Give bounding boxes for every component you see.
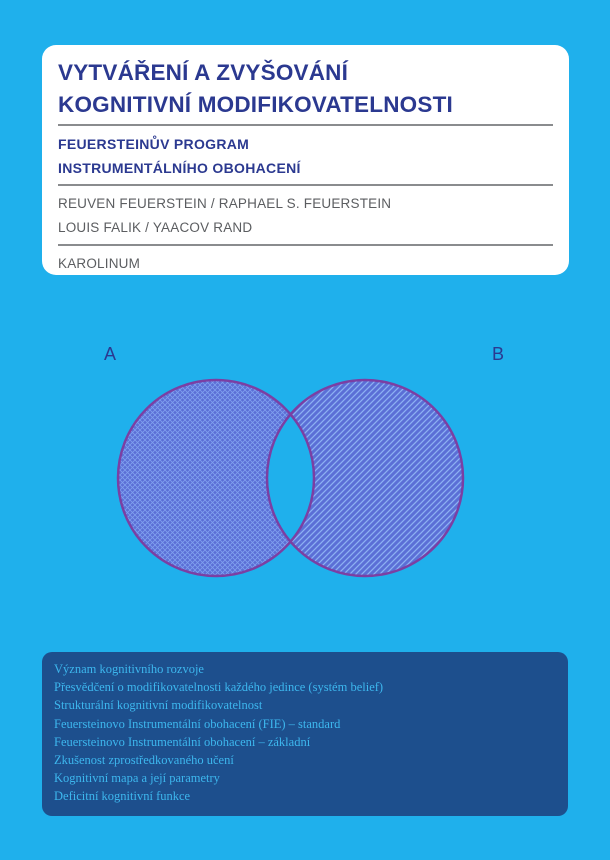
- topics-box: [42, 652, 568, 816]
- book-subtitle: [58, 126, 553, 184]
- book-title-line-2: KOGNITIVNÍ MODIFIKOVATELNOSTI: [58, 92, 453, 117]
- topic-item: Kognitivní mapa a její parametry: [54, 771, 220, 786]
- label-a: A: [104, 344, 117, 364]
- venn-diagram: [0, 330, 610, 610]
- subtitle-line-2: INSTRUMENTÁLNÍHO OBOHACENÍ: [58, 160, 301, 176]
- topics-list: [54, 660, 556, 806]
- label-b: B: [492, 344, 505, 364]
- subtitle-line-1: FEUERSTEINŮV PROGRAM: [58, 136, 250, 152]
- authors: [58, 186, 553, 244]
- authors-line-2: LOUIS FALIK / YAACOV RAND: [58, 220, 253, 235]
- topic-item: Deficitní kognitivní funkce: [54, 789, 191, 804]
- book-title-line-1: VYTVÁŘENÍ A ZVYŠOVÁNÍ: [58, 60, 349, 85]
- topic-item: Přesvědčení o modifikovatelnosti každého jedince (systém belief): [54, 680, 384, 695]
- authors-line-1: REUVEN FEUERSTEIN / RAPHAEL S. FEUERSTEIN: [58, 196, 392, 211]
- publisher: KAROLINUM: [58, 256, 141, 271]
- title-card: [42, 45, 569, 275]
- topic-item: Strukturální kognitivní modifikovatelnost: [54, 698, 263, 713]
- book-title: [58, 57, 553, 121]
- topic-item: Feuersteinovo Instrumentální obohacení (FIE) – standard: [54, 716, 341, 731]
- topic-item: Feuersteinovo Instrumentální obohacení – základní: [54, 734, 311, 749]
- topic-item: Význam kognitivního rozvoje: [54, 662, 204, 676]
- topic-item: Zkušenost zprostředkovaného učení: [54, 753, 234, 768]
